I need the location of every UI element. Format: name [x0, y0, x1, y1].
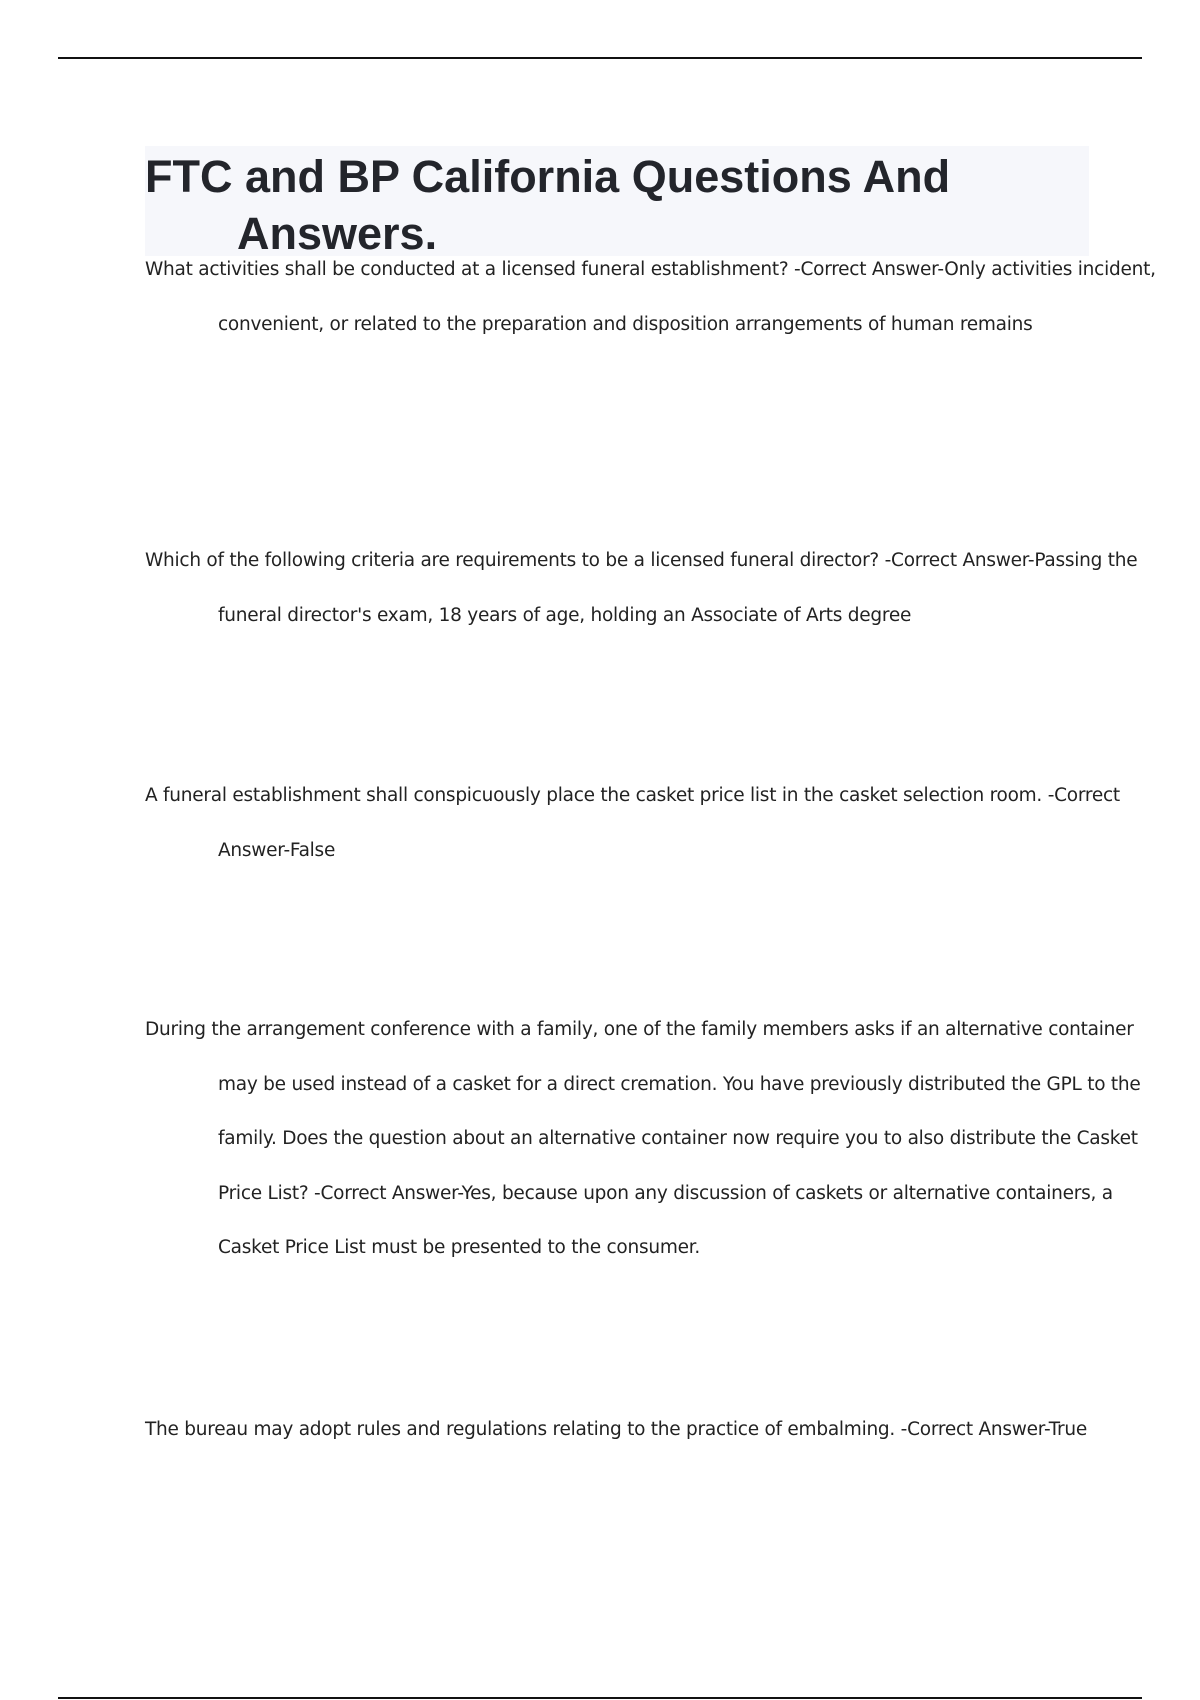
document-title: FTC and BP California Questions And Answers.	[145, 151, 951, 259]
footer-rule	[58, 1697, 1142, 1699]
qa-item-4: During the arrangement conference with a family, one of the family members asks if an alternative container may be used instead of a casket for a direct cremation. You have previously distributed the GPL to the family. Does the question about an alternative container now require you to also distribute the Casket Price List? -Correct Answer-Yes, because upon any discussion of caskets or alternative containers, a Casket Price List must be presented to the consumer.	[145, 1019, 1141, 1258]
title-block	[145, 146, 1089, 259]
qa-item-3: A funeral establishment shall conspicuously place the casket price list in the casket selection room. -Correct Answer-False	[145, 785, 1120, 861]
header-rule	[58, 57, 1142, 59]
qa-item-1: What activities shall be conducted at a licensed funeral establishment? -Correct Answer-Only activities incident, convenient, or related to the preparation and disposition arrangements of human remains	[145, 259, 1156, 335]
qa-item-2: Which of the following criteria are requirements to be a licensed funeral director? -Correct Answer-Passing the funeral director's exam, 18 years of age, holding an Associate of Arts degree	[145, 550, 1138, 626]
qa-item-5: The bureau may adopt rules and regulations relating to the practice of embalming. -Correct Answer-True	[145, 1419, 1087, 1440]
